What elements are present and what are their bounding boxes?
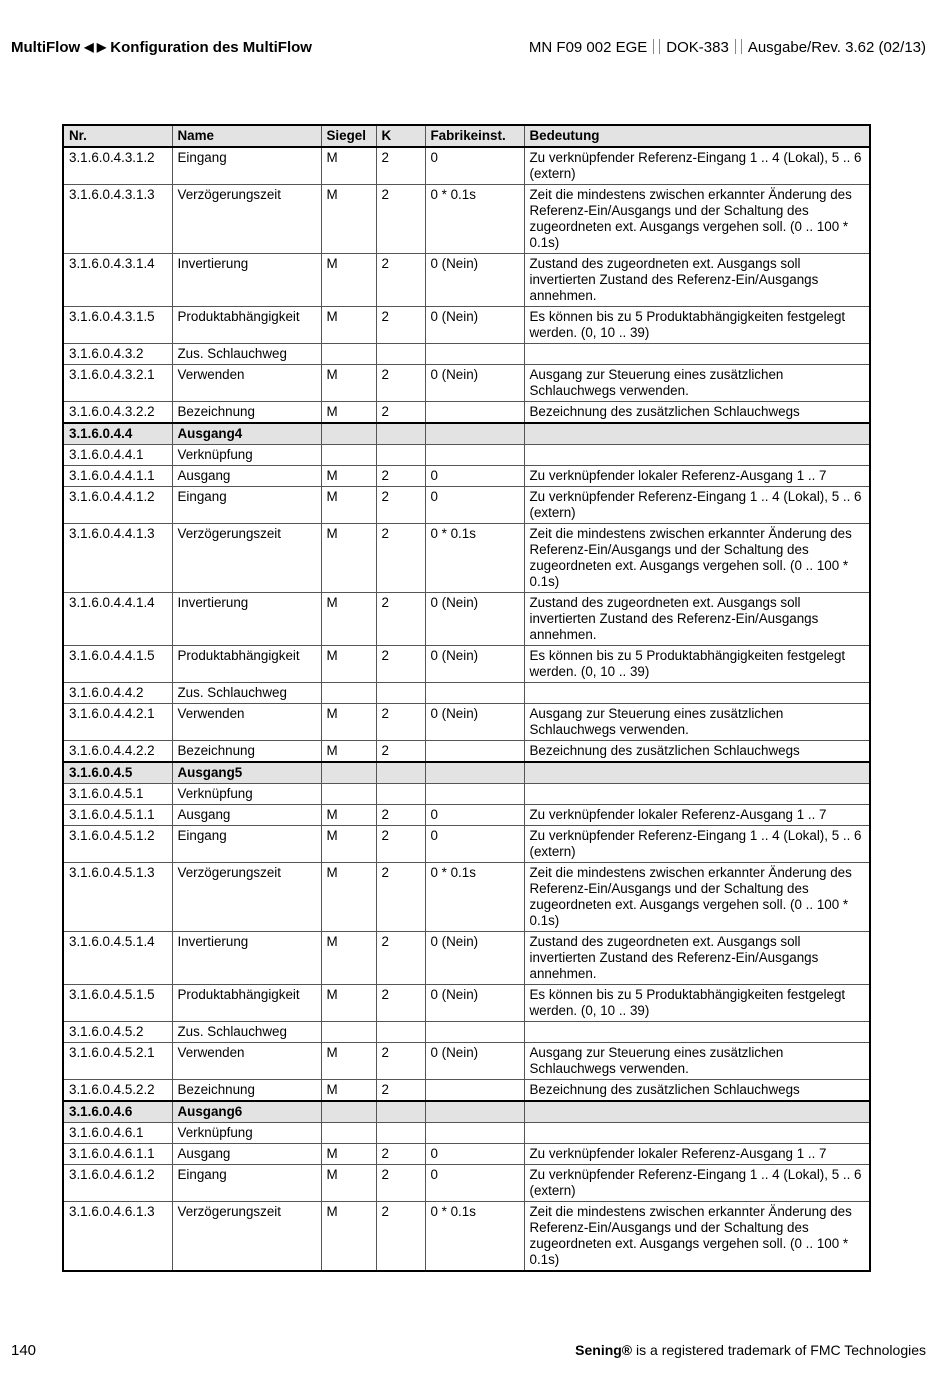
- cell-bedeutung: Zu verknüpfender Referenz-Eingang 1 .. 4 (Lokal), 5 .. 6 (extern): [524, 487, 870, 524]
- column-header-k: K: [376, 125, 425, 147]
- cell-k: 2: [376, 254, 425, 307]
- cell-nr: 3.1.6.0.4.5: [63, 762, 172, 784]
- cell-name: Eingang: [172, 147, 321, 185]
- cell-nr: 3.1.6.0.4.6.1: [63, 1123, 172, 1144]
- cell-k: 2: [376, 365, 425, 402]
- cell-name: Ausgang: [172, 466, 321, 487]
- cell-bedeutung: Zustand des zugeordneten ext. Ausgangs soll invertierten Zustand des Referenz-Ein/Ausgangs annehmen.: [524, 932, 870, 985]
- cell-siegel: [321, 1022, 376, 1043]
- table-header-row: [63, 125, 870, 147]
- cell-fabrikeinst: [425, 1123, 524, 1144]
- cell-name: Invertierung: [172, 593, 321, 646]
- cell-siegel: [321, 683, 376, 704]
- table-row: [63, 1202, 870, 1272]
- cell-fabrikeinst: 0 * 0.1s: [425, 1202, 524, 1272]
- table-row: [63, 646, 870, 683]
- cell-bedeutung: Zu verknüpfender Referenz-Eingang 1 .. 4 (Lokal), 5 .. 6 (extern): [524, 1165, 870, 1202]
- cell-k: 2: [376, 466, 425, 487]
- cell-siegel: M: [321, 1202, 376, 1272]
- cell-fabrikeinst: 0 (Nein): [425, 254, 524, 307]
- cell-nr: 3.1.6.0.4.4.1.2: [63, 487, 172, 524]
- cell-fabrikeinst: 0: [425, 466, 524, 487]
- cell-nr: 3.1.6.0.4.5.2.2: [63, 1080, 172, 1102]
- cell-fabrikeinst: [425, 1101, 524, 1123]
- cell-fabrikeinst: 0: [425, 826, 524, 863]
- table-row: [63, 593, 870, 646]
- cell-k: 2: [376, 402, 425, 424]
- cell-nr: 3.1.6.0.4.5.1.2: [63, 826, 172, 863]
- cell-siegel: M: [321, 826, 376, 863]
- cell-name: Invertierung: [172, 254, 321, 307]
- cell-name: Ausgang5: [172, 762, 321, 784]
- cell-fabrikeinst: [425, 344, 524, 365]
- cell-fabrikeinst: [425, 784, 524, 805]
- cell-siegel: [321, 762, 376, 784]
- page-number: 140: [11, 1342, 37, 1359]
- table-row: [63, 1144, 870, 1165]
- cell-nr: 3.1.6.0.4.4.2.1: [63, 704, 172, 741]
- cell-nr: 3.1.6.0.4.6.1.2: [63, 1165, 172, 1202]
- cell-bedeutung: Ausgang zur Steuerung eines zusätzlichen Schlauchwegs verwenden.: [524, 1043, 870, 1080]
- cell-fabrikeinst: 0 * 0.1s: [425, 524, 524, 593]
- trademark-text: is a registered trademark of FMC Technologies: [632, 1342, 926, 1358]
- cell-name: Bezeichnung: [172, 1080, 321, 1102]
- cell-bedeutung: Bezeichnung des zusätzlichen Schlauchwegs: [524, 1080, 870, 1102]
- cell-name: Eingang: [172, 487, 321, 524]
- cell-fabrikeinst: 0 * 0.1s: [425, 185, 524, 254]
- cell-nr: 3.1.6.0.4.5.1.4: [63, 932, 172, 985]
- table-row: [63, 863, 870, 932]
- table-row: [63, 147, 870, 185]
- cell-siegel: [321, 1123, 376, 1144]
- cell-nr: 3.1.6.0.4.3.1.3: [63, 185, 172, 254]
- table-row: [63, 932, 870, 985]
- cell-fabrikeinst: 0 (Nein): [425, 704, 524, 741]
- cell-name: Verzögerungszeit: [172, 524, 321, 593]
- cell-nr: 3.1.6.0.4.6.1.1: [63, 1144, 172, 1165]
- column-header-name: Name: [172, 125, 321, 147]
- separator: [653, 39, 660, 54]
- cell-nr: 3.1.6.0.4.5.2.1: [63, 1043, 172, 1080]
- cell-nr: 3.1.6.0.4.3.2: [63, 344, 172, 365]
- table-row: [63, 683, 870, 704]
- cell-siegel: M: [321, 307, 376, 344]
- cell-siegel: [321, 344, 376, 365]
- cell-siegel: M: [321, 741, 376, 763]
- cell-bedeutung: Zu verknüpfender Referenz-Eingang 1 .. 4 (Lokal), 5 .. 6 (extern): [524, 147, 870, 185]
- page-header-docinfo: [529, 39, 926, 56]
- cell-nr: 3.1.6.0.4.4.2: [63, 683, 172, 704]
- cell-name: Ausgang: [172, 1144, 321, 1165]
- table-row: [63, 1165, 870, 1202]
- cell-nr: 3.1.6.0.4.4.2.2: [63, 741, 172, 763]
- cell-siegel: M: [321, 1144, 376, 1165]
- cell-name: Verwenden: [172, 704, 321, 741]
- table-row: [63, 1022, 870, 1043]
- cell-nr: 3.1.6.0.4.4.1.4: [63, 593, 172, 646]
- cell-siegel: M: [321, 402, 376, 424]
- nav-arrows-icon: ◀ ▶: [84, 40, 107, 54]
- cell-fabrikeinst: [425, 402, 524, 424]
- table-row: [63, 524, 870, 593]
- doc-reference: DOK-383: [666, 39, 729, 56]
- cell-k: 2: [376, 741, 425, 763]
- cell-fabrikeinst: [425, 683, 524, 704]
- cell-name: Verknüpfung: [172, 1123, 321, 1144]
- cell-k: [376, 1123, 425, 1144]
- cell-fabrikeinst: 0 (Nein): [425, 593, 524, 646]
- cell-fabrikeinst: 0 (Nein): [425, 307, 524, 344]
- trademark-brand: Sening®: [575, 1342, 633, 1358]
- cell-name: Produktabhängigkeit: [172, 307, 321, 344]
- cell-bedeutung: Ausgang zur Steuerung eines zusätzlichen Schlauchwegs verwenden.: [524, 704, 870, 741]
- separator: [735, 39, 742, 54]
- cell-name: Verknüpfung: [172, 784, 321, 805]
- cell-siegel: M: [321, 365, 376, 402]
- cell-bedeutung: [524, 344, 870, 365]
- table-row: [63, 704, 870, 741]
- cell-k: [376, 1101, 425, 1123]
- cell-siegel: [321, 784, 376, 805]
- cell-siegel: M: [321, 254, 376, 307]
- cell-nr: 3.1.6.0.4.4: [63, 423, 172, 445]
- cell-siegel: M: [321, 1043, 376, 1080]
- cell-k: [376, 445, 425, 466]
- cell-k: [376, 1022, 425, 1043]
- cell-k: 2: [376, 147, 425, 185]
- cell-siegel: M: [321, 1165, 376, 1202]
- cell-fabrikeinst: 0: [425, 1165, 524, 1202]
- table-row: [63, 826, 870, 863]
- cell-siegel: [321, 445, 376, 466]
- page-header-title: [11, 39, 312, 56]
- cell-fabrikeinst: 0 (Nein): [425, 985, 524, 1022]
- cell-name: Zus. Schlauchweg: [172, 683, 321, 704]
- cell-nr: 3.1.6.0.4.6.1.3: [63, 1202, 172, 1272]
- cell-name: Verwenden: [172, 365, 321, 402]
- cell-nr: 3.1.6.0.4.5.2: [63, 1022, 172, 1043]
- cell-fabrikeinst: 0 (Nein): [425, 365, 524, 402]
- cell-name: Zus. Schlauchweg: [172, 1022, 321, 1043]
- cell-fabrikeinst: 0 (Nein): [425, 932, 524, 985]
- cell-siegel: M: [321, 805, 376, 826]
- cell-nr: 3.1.6.0.4.3.2.1: [63, 365, 172, 402]
- table-row: [63, 784, 870, 805]
- cell-bedeutung: Es können bis zu 5 Produktabhängigkeiten festgelegt werden. (0, 10 .. 39): [524, 646, 870, 683]
- cell-nr: 3.1.6.0.4.3.1.5: [63, 307, 172, 344]
- cell-fabrikeinst: [425, 762, 524, 784]
- cell-fabrikeinst: [425, 423, 524, 445]
- table-row: [63, 1080, 870, 1102]
- cell-bedeutung: [524, 1123, 870, 1144]
- cell-fabrikeinst: [425, 1022, 524, 1043]
- cell-bedeutung: [524, 423, 870, 445]
- cell-bedeutung: [524, 784, 870, 805]
- cell-bedeutung: [524, 762, 870, 784]
- cell-k: [376, 423, 425, 445]
- cell-siegel: M: [321, 185, 376, 254]
- cell-bedeutung: Zeit die mindestens zwischen erkannter Änderung des Referenz-Ein/Ausgangs und der Schaltung des zugeordneten ext. Ausgangs vergehen soll. (0 .. 100 * 0.1s): [524, 524, 870, 593]
- cell-name: Bezeichnung: [172, 741, 321, 763]
- cell-k: 2: [376, 1144, 425, 1165]
- cell-k: 2: [376, 1165, 425, 1202]
- cell-k: 2: [376, 646, 425, 683]
- cell-nr: 3.1.6.0.4.3.1.2: [63, 147, 172, 185]
- cell-bedeutung: Zeit die mindestens zwischen erkannter Änderung des Referenz-Ein/Ausgangs und der Schaltung des zugeordneten ext. Ausgangs vergehen soll. (0 .. 100 * 0.1s): [524, 1202, 870, 1272]
- cell-bedeutung: Zustand des zugeordneten ext. Ausgangs soll invertierten Zustand des Referenz-Ein/Ausgangs annehmen.: [524, 254, 870, 307]
- column-header-siegel: Siegel: [321, 125, 376, 147]
- cell-name: Produktabhängigkeit: [172, 985, 321, 1022]
- cell-name: Ausgang4: [172, 423, 321, 445]
- cell-name: Eingang: [172, 826, 321, 863]
- cell-name: Invertierung: [172, 932, 321, 985]
- cell-nr: 3.1.6.0.4.5.1.1: [63, 805, 172, 826]
- table-row: [63, 466, 870, 487]
- cell-name: Verwenden: [172, 1043, 321, 1080]
- cell-k: 2: [376, 307, 425, 344]
- table-row: [63, 185, 870, 254]
- cell-siegel: M: [321, 1080, 376, 1102]
- cell-fabrikeinst: [425, 445, 524, 466]
- cell-nr: 3.1.6.0.4.4.1: [63, 445, 172, 466]
- table-row: [63, 1123, 870, 1144]
- column-header-nr: Nr.: [63, 125, 172, 147]
- cell-k: 2: [376, 1043, 425, 1080]
- cell-k: [376, 683, 425, 704]
- cell-bedeutung: Zu verknüpfender Referenz-Eingang 1 .. 4 (Lokal), 5 .. 6 (extern): [524, 826, 870, 863]
- cell-name: Verzögerungszeit: [172, 185, 321, 254]
- table-row: [63, 365, 870, 402]
- cell-name: Verknüpfung: [172, 445, 321, 466]
- cell-bedeutung: Es können bis zu 5 Produktabhängigkeiten festgelegt werden. (0, 10 .. 39): [524, 307, 870, 344]
- cell-bedeutung: Ausgang zur Steuerung eines zusätzlichen Schlauchwegs verwenden.: [524, 365, 870, 402]
- column-header-bedeutung: Bedeutung: [524, 125, 870, 147]
- table-row: [63, 805, 870, 826]
- cell-siegel: M: [321, 593, 376, 646]
- product-name: MultiFlow: [11, 39, 81, 56]
- cell-k: 2: [376, 704, 425, 741]
- section-row: [63, 1101, 870, 1123]
- cell-siegel: M: [321, 524, 376, 593]
- cell-siegel: [321, 1101, 376, 1123]
- cell-nr: 3.1.6.0.4.6: [63, 1101, 172, 1123]
- doc-number: MN F09 002 EGE: [528, 39, 648, 56]
- table-row: [63, 445, 870, 466]
- cell-k: 2: [376, 524, 425, 593]
- cell-k: 2: [376, 863, 425, 932]
- cell-bedeutung: [524, 683, 870, 704]
- table-row: [63, 1043, 870, 1080]
- cell-bedeutung: Bezeichnung des zusätzlichen Schlauchwegs: [524, 402, 870, 424]
- cell-k: [376, 344, 425, 365]
- column-header-fabrikeinst: Fabrikeinst.: [425, 125, 524, 147]
- cell-nr: 3.1.6.0.4.5.1.5: [63, 985, 172, 1022]
- cell-k: 2: [376, 185, 425, 254]
- cell-k: 2: [376, 1080, 425, 1102]
- section-title: Konfiguration des MultiFlow: [110, 39, 312, 56]
- cell-bedeutung: Zeit die mindestens zwischen erkannter Änderung des Referenz-Ein/Ausgangs und der Schaltung des zugeordneten ext. Ausgangs vergehen soll. (0 .. 100 * 0.1s): [524, 863, 870, 932]
- cell-k: 2: [376, 1202, 425, 1272]
- cell-k: [376, 762, 425, 784]
- trademark-note: [575, 1342, 926, 1358]
- cell-name: Bezeichnung: [172, 402, 321, 424]
- cell-bedeutung: Zu verknüpfender lokaler Referenz-Ausgang 1 .. 7: [524, 1144, 870, 1165]
- cell-nr: 3.1.6.0.4.4.1.3: [63, 524, 172, 593]
- cell-fabrikeinst: [425, 741, 524, 763]
- cell-bedeutung: Es können bis zu 5 Produktabhängigkeiten festgelegt werden. (0, 10 .. 39): [524, 985, 870, 1022]
- cell-bedeutung: [524, 1022, 870, 1043]
- cell-siegel: M: [321, 985, 376, 1022]
- cell-nr: 3.1.6.0.4.5.1.3: [63, 863, 172, 932]
- cell-fabrikeinst: 0: [425, 147, 524, 185]
- cell-name: Ausgang6: [172, 1101, 321, 1123]
- table-row: [63, 307, 870, 344]
- parameter-table: [62, 124, 871, 1272]
- cell-k: [376, 784, 425, 805]
- doc-revision: Ausgabe/Rev. 3.62 (02/13): [747, 39, 926, 56]
- cell-nr: 3.1.6.0.4.5.1: [63, 784, 172, 805]
- cell-siegel: M: [321, 704, 376, 741]
- cell-bedeutung: Zu verknüpfender lokaler Referenz-Ausgang 1 .. 7: [524, 466, 870, 487]
- cell-bedeutung: [524, 445, 870, 466]
- cell-fabrikeinst: 0: [425, 805, 524, 826]
- cell-bedeutung: [524, 1101, 870, 1123]
- cell-nr: 3.1.6.0.4.4.1.1: [63, 466, 172, 487]
- cell-name: Produktabhängigkeit: [172, 646, 321, 683]
- cell-k: 2: [376, 932, 425, 985]
- cell-nr: 3.1.6.0.4.3.2.2: [63, 402, 172, 424]
- cell-siegel: M: [321, 147, 376, 185]
- cell-nr: 3.1.6.0.4.3.1.4: [63, 254, 172, 307]
- section-row: [63, 762, 870, 784]
- table-row: [63, 487, 870, 524]
- cell-k: 2: [376, 985, 425, 1022]
- cell-k: 2: [376, 487, 425, 524]
- cell-siegel: M: [321, 487, 376, 524]
- cell-siegel: M: [321, 932, 376, 985]
- cell-name: Verzögerungszeit: [172, 1202, 321, 1272]
- cell-fabrikeinst: 0 (Nein): [425, 1043, 524, 1080]
- cell-siegel: M: [321, 863, 376, 932]
- table-row: [63, 402, 870, 424]
- cell-nr: 3.1.6.0.4.4.1.5: [63, 646, 172, 683]
- table-row: [63, 741, 870, 763]
- cell-k: 2: [376, 805, 425, 826]
- table-row: [63, 344, 870, 365]
- cell-siegel: M: [321, 646, 376, 683]
- cell-name: Eingang: [172, 1165, 321, 1202]
- cell-k: 2: [376, 826, 425, 863]
- table-row: [63, 985, 870, 1022]
- cell-name: Ausgang: [172, 805, 321, 826]
- cell-fabrikeinst: 0: [425, 1144, 524, 1165]
- cell-name: Zus. Schlauchweg: [172, 344, 321, 365]
- cell-k: 2: [376, 593, 425, 646]
- cell-fabrikeinst: 0 (Nein): [425, 646, 524, 683]
- cell-bedeutung: Zu verknüpfender lokaler Referenz-Ausgang 1 .. 7: [524, 805, 870, 826]
- cell-fabrikeinst: [425, 1080, 524, 1102]
- cell-fabrikeinst: 0: [425, 487, 524, 524]
- cell-siegel: [321, 423, 376, 445]
- cell-bedeutung: Zustand des zugeordneten ext. Ausgangs soll invertierten Zustand des Referenz-Ein/Ausgangs annehmen.: [524, 593, 870, 646]
- cell-bedeutung: Zeit die mindestens zwischen erkannter Änderung des Referenz-Ein/Ausgangs und der Schaltung des zugeordneten ext. Ausgangs vergehen soll. (0 .. 100 * 0.1s): [524, 185, 870, 254]
- table-row: [63, 254, 870, 307]
- cell-bedeutung: Bezeichnung des zusätzlichen Schlauchwegs: [524, 741, 870, 763]
- section-row: [63, 423, 870, 445]
- cell-fabrikeinst: 0 * 0.1s: [425, 863, 524, 932]
- cell-name: Verzögerungszeit: [172, 863, 321, 932]
- cell-siegel: M: [321, 466, 376, 487]
